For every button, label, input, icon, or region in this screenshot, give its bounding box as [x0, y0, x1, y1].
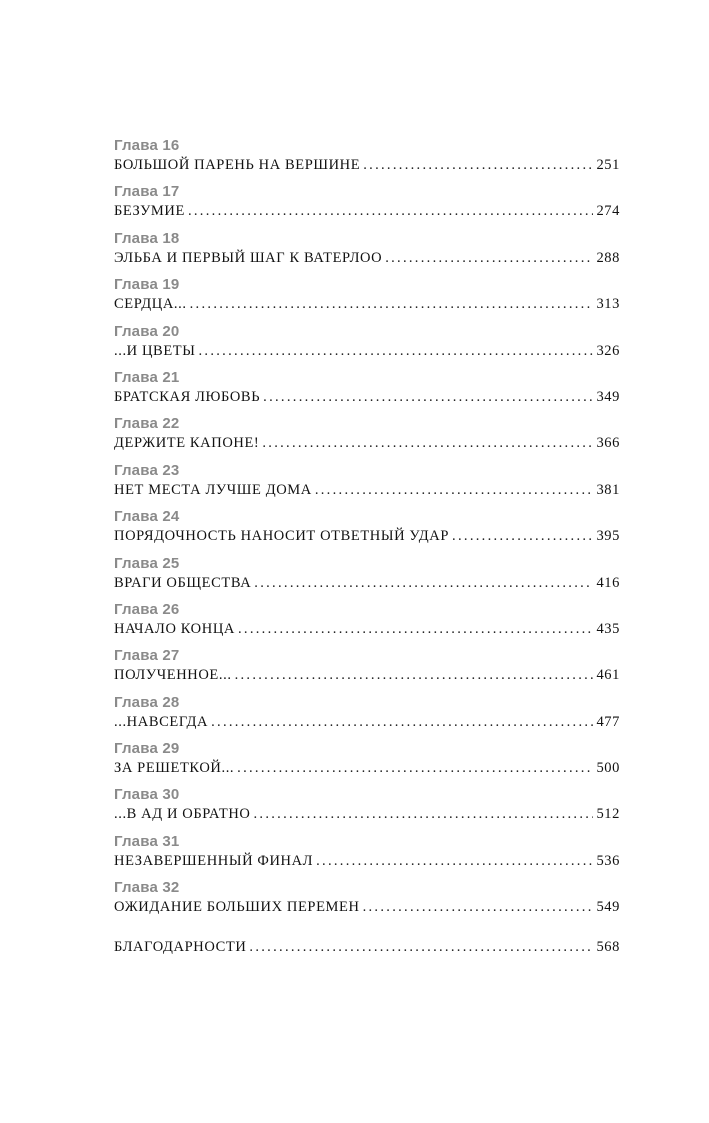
toc-entry: [114, 182, 620, 228]
page-number: 512: [596, 806, 620, 823]
toc-entry: [114, 739, 620, 785]
chapter-label: Глава 16: [114, 137, 180, 154]
chapter-title: НЕЗАВЕРШЕННЫЙ ФИНАЛ: [114, 852, 314, 869]
table-of-contents: [114, 136, 620, 958]
dot-leader: [238, 619, 593, 640]
chapter-title: ОЖИДАНИЕ БОЛЬШИХ ПЕРЕМЕН: [114, 899, 360, 916]
dot-leader: [235, 665, 594, 686]
chapter-label: Глава 29: [114, 740, 180, 758]
chapter-title: СЕРДЦА...: [114, 296, 187, 313]
dot-leader: [188, 201, 593, 222]
chapter-title: БОЛЬШОЙ ПАРЕНЬ НА ВЕРШИНЕ: [114, 157, 361, 173]
chapter-title: ПОЛУЧЕННОЕ...: [114, 667, 232, 684]
page-number: 313: [596, 296, 620, 313]
dot-leader: [363, 155, 593, 176]
chapter-label: Глава 26: [114, 600, 180, 618]
page-number: 500: [596, 760, 620, 777]
dot-leader: [315, 480, 594, 501]
page-number: 395: [596, 528, 620, 545]
dot-leader: [262, 433, 593, 454]
toc-entry: [114, 600, 620, 646]
toc-entry: [114, 693, 620, 739]
page-number: 461: [596, 667, 620, 684]
dot-leader: [237, 758, 593, 779]
page-number: 435: [596, 620, 620, 637]
chapter-label: Глава 23: [114, 461, 180, 479]
dot-leader: [190, 294, 594, 315]
dot-leader: [253, 804, 593, 825]
dot-leader: [263, 387, 593, 408]
chapter-label: Глава 28: [114, 693, 180, 711]
chapter-title: НАЧАЛО КОНЦА: [114, 620, 235, 637]
page-number: 251: [596, 157, 620, 173]
page-number: 549: [596, 899, 620, 916]
dot-leader: [198, 341, 593, 362]
page-number: 349: [596, 388, 620, 405]
toc-line: [114, 155, 620, 176]
dot-leader: [385, 248, 593, 269]
acknowledgements-line: [114, 937, 620, 958]
page-number: 536: [596, 852, 620, 869]
chapter-label: Глава 20: [114, 322, 180, 340]
toc-line: [114, 480, 620, 501]
toc-line: [114, 201, 620, 222]
chapter-title: ПОРЯДОЧНОСТЬ НАНОСИТ ОТВЕТНЫЙ УДАР: [114, 528, 450, 545]
dot-leader: [316, 851, 593, 872]
chapter-title: ...И ЦВЕТЫ: [114, 342, 196, 359]
page-number: 416: [596, 574, 620, 591]
toc-line: [114, 294, 620, 315]
toc-entry: [114, 414, 620, 460]
chapter-title: ДЕРЖИТЕ КАПОНЕ!: [114, 435, 260, 452]
dot-leader: [211, 712, 593, 733]
chapter-label: Глава 24: [114, 508, 180, 526]
toc-line: [114, 758, 620, 779]
toc-line: [114, 248, 620, 269]
toc-line: [114, 665, 620, 686]
toc-entry: [114, 554, 620, 600]
toc-line: [114, 341, 620, 362]
chapter-title: БРАТСКАЯ ЛЮБОВЬ: [114, 388, 261, 405]
chapter-title: ЭЛЬБА И ПЕРВЫЙ ШАГ К ВАТЕРЛОО: [114, 249, 383, 266]
chapter-label: Глава 27: [114, 647, 180, 665]
page-number: 326: [596, 342, 620, 359]
acknowledgements-title: БЛАГОДАРНОСТИ: [114, 938, 247, 955]
dot-leader: [254, 573, 593, 594]
chapter-label: Глава 18: [114, 229, 180, 247]
toc-entry: [114, 275, 620, 321]
chapter-label: Глава 21: [114, 368, 180, 386]
dot-leader: [363, 897, 594, 918]
toc-line: [114, 573, 620, 594]
chapter-title: БЕЗУМИЕ: [114, 203, 185, 220]
toc-entry: [114, 322, 620, 368]
toc-entry: [114, 507, 620, 553]
toc-entry: [114, 878, 620, 924]
toc-line: [114, 619, 620, 640]
chapter-label: Глава 22: [114, 415, 180, 433]
chapter-label: Глава 17: [114, 183, 180, 201]
dot-leader: [249, 937, 593, 958]
page-number: 366: [596, 435, 620, 452]
page-number: 381: [596, 481, 620, 498]
page-number: 274: [596, 203, 620, 220]
toc-line: [114, 433, 620, 454]
chapter-label: Глава 25: [114, 554, 180, 572]
toc-line: [114, 712, 620, 733]
toc-entry: [114, 461, 620, 507]
chapter-label: Глава 19: [114, 276, 180, 294]
chapter-label: Глава 31: [114, 832, 180, 850]
toc-entry: [114, 646, 620, 692]
chapter-title: НЕТ МЕСТА ЛУЧШЕ ДОМА: [114, 481, 312, 498]
page-number: 288: [596, 249, 620, 266]
page-number: 568: [596, 938, 620, 955]
toc-entry: [114, 229, 620, 275]
toc-entry: [114, 832, 620, 878]
chapter-title: ...НАВСЕГДА: [114, 713, 209, 730]
chapter-title: ЗА РЕШЕТКОЙ...: [114, 760, 235, 777]
chapter-label: Глава 30: [114, 786, 180, 804]
toc-line: [114, 526, 620, 547]
chapter-title: ...В АД И ОБРАТНО: [114, 806, 251, 823]
toc-entry: [114, 785, 620, 831]
toc-entry: [114, 368, 620, 414]
chapter-title: ВРАГИ ОБЩЕСТВА: [114, 574, 252, 591]
chapter-label: Глава 32: [114, 879, 180, 897]
dot-leader: [452, 526, 593, 547]
toc-line: [114, 897, 620, 918]
toc-entry: [114, 136, 620, 182]
toc-line: [114, 387, 620, 408]
page-number: 477: [596, 713, 620, 730]
toc-line: [114, 851, 620, 872]
toc-line: [114, 804, 620, 825]
